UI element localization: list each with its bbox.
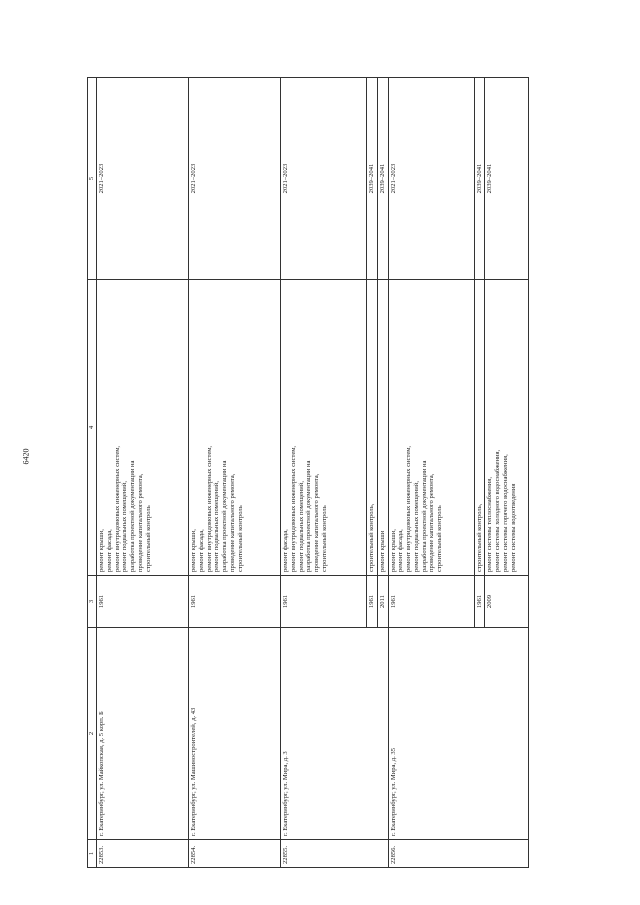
row-number: 22853. (97, 840, 189, 868)
period-cell: 2021–2023 (189, 78, 281, 280)
page-number: 6420 (21, 448, 31, 465)
table-row (388, 78, 474, 868)
period-cell: 2021–2023 (388, 78, 474, 280)
works-cell (97, 280, 189, 576)
period-cell: 2039–2041 (474, 78, 485, 280)
works-cell (281, 280, 367, 576)
work-item: ремонт фасада, (282, 529, 289, 572)
address-cell: г. Екатеринбург, ул. Машиностроителей, д. 43 (189, 628, 281, 840)
period-cell: 2021–2023 (97, 78, 189, 280)
year-cell: 1961 (281, 576, 367, 628)
work-item: проведение капитального ремонта, (228, 473, 236, 572)
table-row (189, 78, 281, 868)
work-item: ремонт подвальных помещений, (213, 481, 221, 572)
address-cell: г. Екатеринбург, ул. Мира, д. 35 (388, 628, 528, 840)
period-cell: 2039–2041 (485, 78, 529, 280)
year-cell: 1961 (388, 576, 474, 628)
works-cell (485, 280, 529, 576)
year-cell: 2011 (377, 576, 388, 628)
work-item: строительный контроль (436, 505, 444, 572)
work-item: ремонт подвальных помещений, (412, 481, 420, 572)
table-row (97, 78, 189, 868)
work-item: ремонт подвальных помещений, (121, 481, 129, 572)
work-item: ремонт подвальных помещений, (297, 481, 305, 572)
works-cell: строительный контроль, (474, 280, 485, 576)
header-col-2: 2 (88, 628, 97, 840)
year-cell: 2009 (485, 576, 529, 628)
year-cell: 1961 (474, 576, 485, 628)
works-cell (388, 280, 474, 576)
header-col-1: 1 (88, 840, 97, 868)
work-item: проведение капитального ремонта, (136, 473, 144, 572)
work-item: ремонт внутридомовых инженерных систем, (205, 445, 213, 572)
work-item: разработка проектной документации на (305, 460, 313, 572)
address-cell: г. Екатеринбург, ул. Майкопская, д. 5 корп. Б (97, 628, 189, 840)
work-item: ремонт фасада, (197, 529, 205, 572)
year-cell: 1961 (367, 576, 378, 628)
row-number: 22855. (281, 840, 389, 868)
work-item: проведение капитального ремонта, (313, 473, 321, 572)
row-number: 22854. (189, 840, 281, 868)
work-item: разработка проектной документации на (221, 460, 229, 572)
capital-repair-table (87, 77, 529, 868)
work-item: ремонт системы теплоснабжения, (486, 477, 494, 572)
works-cell: строительный контроль, (367, 280, 378, 576)
works-cell: ремонт крыши (377, 280, 388, 576)
work-item: ремонт фасада, (105, 529, 113, 572)
work-item: ремонт крыши, (98, 529, 105, 572)
work-item: строительный контроль (144, 505, 152, 572)
works-cell (189, 280, 281, 576)
work-item: ремонт внутридомовых инженерных систем, (405, 445, 413, 572)
period-cell: 2039–2041 (367, 78, 378, 280)
work-item: строительный контроль (236, 505, 244, 572)
period-cell: 2021–2023 (281, 78, 367, 280)
document-sheet (87, 78, 529, 868)
address-cell: г. Екатеринбург, ул. Мира, д. 3 (281, 628, 389, 840)
year-cell: 1961 (189, 576, 281, 628)
work-item: ремонт системы холодного водоснабжения, (494, 449, 502, 572)
work-item: разработка проектной документации на (129, 460, 137, 572)
work-item: ремонт крыши, (190, 529, 197, 572)
work-item: ремонт фасада, (397, 529, 405, 572)
year-cell: 1961 (97, 576, 189, 628)
work-item: строительный контроль (320, 505, 328, 572)
header-col-4: 4 (88, 280, 97, 576)
work-item: ремонт внутридомовых инженерных систем, (289, 445, 297, 572)
work-item: разработка проектной документации на (420, 460, 428, 572)
header-row (88, 78, 97, 868)
work-item: ремонт системы горячего водоснабжения, (501, 454, 509, 572)
work-item: ремонт крыши, (389, 529, 397, 572)
work-item: ремонт внутридомовых инженерных систем, (113, 445, 121, 572)
work-item: проведение капитального ремонта, (428, 473, 436, 572)
table-row (281, 78, 367, 868)
header-col-5: 5 (88, 78, 97, 280)
period-cell: 2039–2041 (377, 78, 388, 280)
row-number: 22856. (388, 840, 528, 868)
work-item: ремонт системы водоотведения (509, 483, 517, 572)
header-col-3: 3 (88, 576, 97, 628)
